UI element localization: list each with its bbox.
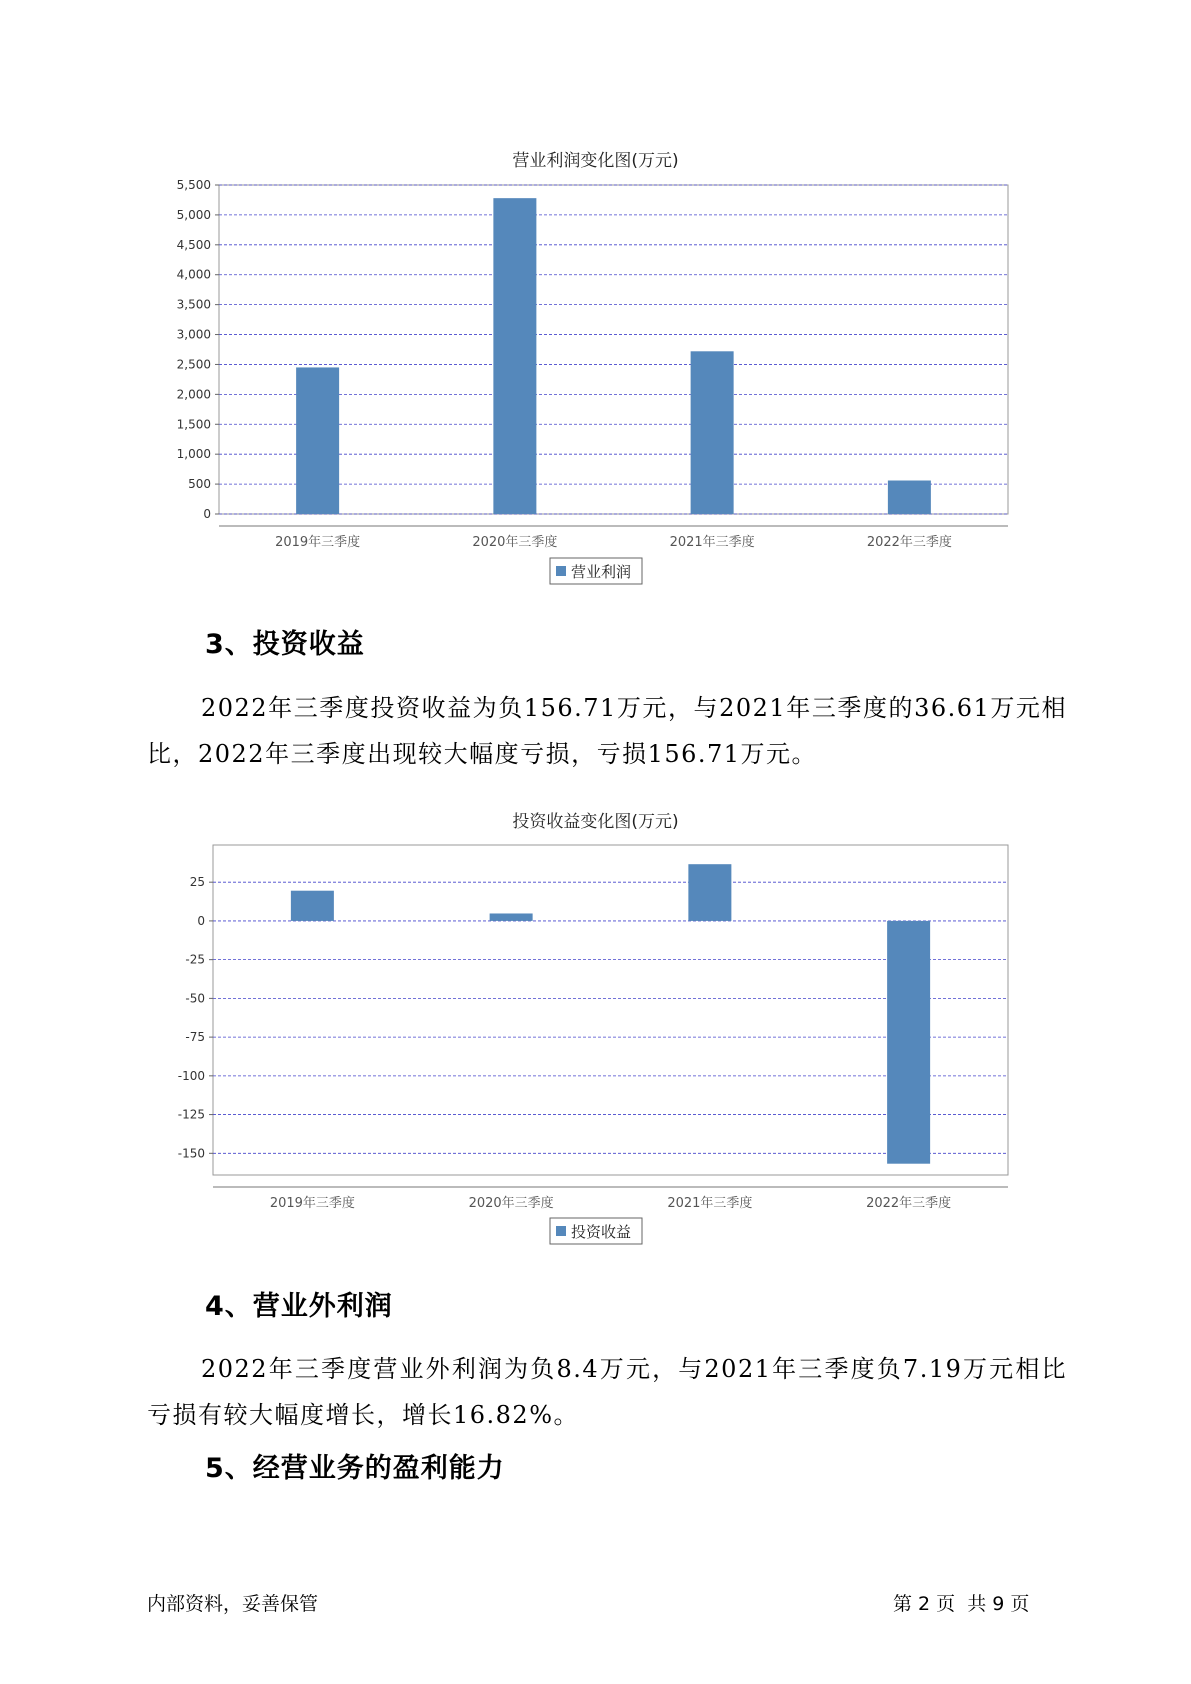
y-tick-label: 1,000 bbox=[176, 447, 211, 462]
bar bbox=[296, 367, 339, 514]
bar bbox=[490, 913, 533, 920]
y-tick-label: 500 bbox=[188, 477, 211, 492]
y-tick-label: -150 bbox=[177, 1146, 205, 1161]
section-heading: 3、投资收益 bbox=[205, 629, 365, 660]
chart-title: 投资收益变化图(万元) bbox=[512, 812, 679, 832]
bar bbox=[688, 864, 731, 921]
y-tick-label: 0 bbox=[203, 507, 211, 521]
x-tick-label: 2021年三季度 bbox=[669, 535, 755, 550]
x-tick-label: 2022年三季度 bbox=[866, 535, 952, 550]
y-tick-label: 2,000 bbox=[176, 387, 211, 402]
x-tick-label: 2021年三季度 bbox=[667, 1196, 753, 1211]
y-tick-label: 4,500 bbox=[176, 237, 211, 252]
x-tick-label: 2019年三季度 bbox=[275, 535, 361, 550]
y-tick-label: -25 bbox=[185, 952, 205, 967]
chart-title: 营业利润变化图(万元) bbox=[512, 151, 679, 171]
page-number: 第 2 页 共 9 页 bbox=[893, 1593, 1030, 1615]
bar bbox=[291, 891, 334, 921]
paragraph: 2022年三季度投资收益为负156.71万元，与2021年三季度的36.61万元相比，2022年三季度出现较大幅度亏损，亏损156.71万元。 bbox=[147, 694, 1067, 768]
bar bbox=[691, 351, 734, 514]
y-tick-label: 1,500 bbox=[176, 417, 211, 432]
x-tick-label: 2022年三季度 bbox=[866, 1196, 952, 1211]
legend-label: 营业利润 bbox=[571, 563, 632, 581]
section-heading: 4、营业外利润 bbox=[205, 1291, 393, 1322]
legend-label: 投资收益 bbox=[571, 1223, 632, 1241]
legend-swatch bbox=[556, 1226, 566, 1236]
legend-swatch bbox=[556, 566, 566, 576]
x-tick-label: 2020年三季度 bbox=[468, 1196, 554, 1211]
y-tick-label: -125 bbox=[177, 1107, 205, 1122]
y-tick-label: 4,000 bbox=[176, 267, 211, 282]
y-tick-label: 25 bbox=[189, 875, 205, 890]
y-tick-label: -50 bbox=[185, 991, 205, 1006]
y-tick-label: 3,500 bbox=[176, 297, 211, 312]
legend bbox=[550, 558, 642, 584]
bar bbox=[887, 921, 930, 1164]
bar bbox=[493, 198, 536, 514]
bar bbox=[888, 481, 931, 514]
y-tick-label: -100 bbox=[177, 1068, 205, 1083]
y-tick-label: 3,000 bbox=[176, 327, 211, 342]
paragraph: 2022年三季度营业外利润为负8.4万元，与2021年三季度负7.19万元相比亏损有较大幅度增长，增长16.82%。 bbox=[147, 1355, 1067, 1429]
legend bbox=[550, 1218, 642, 1244]
y-tick-label: 0 bbox=[197, 913, 205, 928]
x-tick-label: 2019年三季度 bbox=[269, 1196, 355, 1211]
footer-left: 内部资料，妥善保管 bbox=[147, 1593, 319, 1615]
x-tick-label: 2020年三季度 bbox=[472, 535, 558, 550]
section-heading: 5、经营业务的盈利能力 bbox=[205, 1453, 505, 1484]
y-tick-label: 5,500 bbox=[176, 178, 211, 192]
operating-profit-chart bbox=[0, 140, 1191, 610]
investment-income-chart bbox=[0, 800, 1191, 1241]
y-tick-label: 2,500 bbox=[176, 357, 211, 372]
y-tick-label: -75 bbox=[185, 1030, 205, 1045]
y-tick-label: 5,000 bbox=[176, 207, 211, 222]
